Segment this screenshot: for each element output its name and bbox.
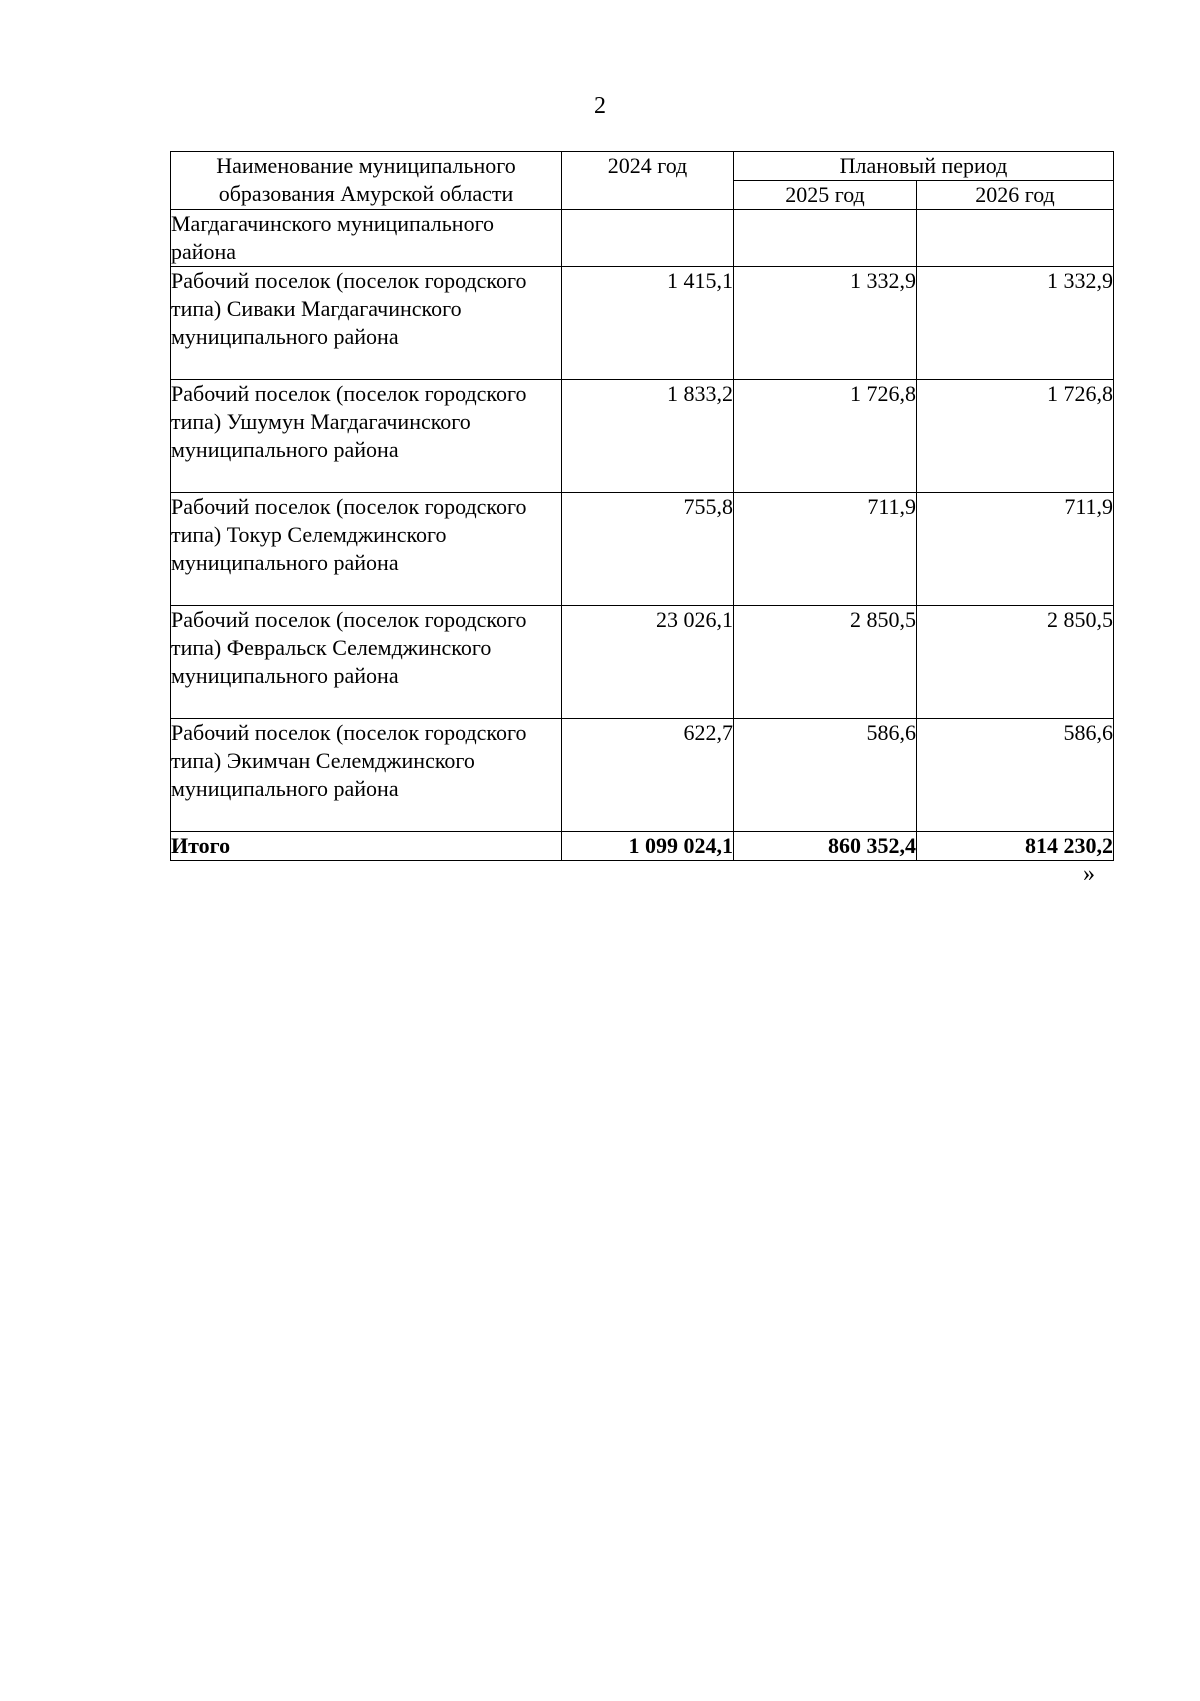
cell-2024: 622,7 — [562, 719, 734, 832]
header-year-2026: 2026 год — [917, 181, 1114, 210]
cell-2026: 2 850,5 — [917, 606, 1114, 719]
cell-2024: 1 833,2 — [562, 380, 734, 493]
cell-2025: 2 850,5 — [734, 606, 917, 719]
cell-2025: 1 332,9 — [734, 267, 917, 380]
table-row — [171, 210, 1114, 267]
cell-2026: 1 726,8 — [917, 380, 1114, 493]
cell-2026: 1 332,9 — [917, 267, 1114, 380]
header-year-2024: 2024 год — [562, 152, 734, 210]
cell-2024 — [562, 210, 734, 267]
total-2025: 860 352,4 — [734, 832, 917, 861]
cell-2025 — [734, 210, 917, 267]
total-2026: 814 230,2 — [917, 832, 1114, 861]
table-header-row — [171, 152, 1114, 181]
cell-2026 — [917, 210, 1114, 267]
cell-name: Магдагачинского муниципального района — [171, 210, 562, 267]
closing-quote: » — [1083, 861, 1095, 887]
cell-name: Рабочий поселок (поселок городского типа) Ушумун Магдагачинского муниципального района — [171, 380, 562, 493]
table-row — [171, 606, 1114, 719]
total-label: Итого — [171, 832, 562, 861]
cell-2024: 755,8 — [562, 493, 734, 606]
cell-name: Рабочий поселок (поселок городского типа) Февральск Селемджинского муниципального района — [171, 606, 562, 719]
total-2024: 1 099 024,1 — [562, 832, 734, 861]
cell-2026: 711,9 — [917, 493, 1114, 606]
cell-2025: 586,6 — [734, 719, 917, 832]
cell-2025: 1 726,8 — [734, 380, 917, 493]
table-row — [171, 493, 1114, 606]
cell-name: Рабочий поселок (поселок городского типа) Токур Селемджинского муниципального района — [171, 493, 562, 606]
table-row — [171, 380, 1114, 493]
table-row — [171, 267, 1114, 380]
cell-2024: 23 026,1 — [562, 606, 734, 719]
cell-2024: 1 415,1 — [562, 267, 734, 380]
table-row — [171, 719, 1114, 832]
cell-name: Рабочий поселок (поселок городского типа) Экимчан Селемджинского муниципального района — [171, 719, 562, 832]
header-year-2025: 2025 год — [734, 181, 917, 210]
cell-name: Рабочий поселок (поселок городского типа) Сиваки Магдагачинского муниципального района — [171, 267, 562, 380]
header-municipality-name: Наименование муниципального образования Амурской области — [171, 152, 562, 210]
cell-2025: 711,9 — [734, 493, 917, 606]
cell-2026: 586,6 — [917, 719, 1114, 832]
total-row — [171, 832, 1114, 861]
page-number: 2 — [594, 93, 606, 119]
budget-table — [170, 151, 1114, 861]
header-planned-period: Плановый период — [734, 152, 1114, 181]
